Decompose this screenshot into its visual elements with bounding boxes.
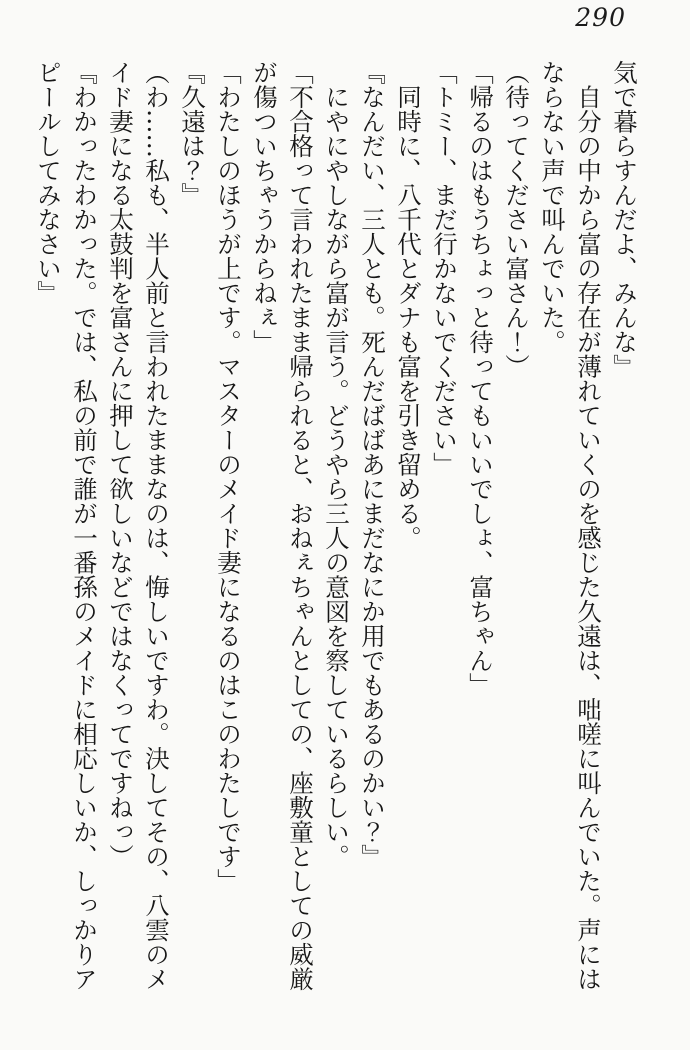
text-line: 「帰るのはもうちょっと待ってもいいでしょ、富ちゃん」 [466, 60, 495, 697]
text-line: 気で暮らすんだよ、みんな』 [610, 60, 639, 379]
text-line: 自分の中から富の存在が薄れていくのを感じた久遠は、咄嗟に叫んでいた。声には [574, 60, 603, 991]
text-line: 同時に、八千代とダナも富を引き留める。 [394, 60, 423, 550]
text-line: ならない声で叫んでいた。 [538, 60, 567, 354]
text-line: （わ……私も、半人前と言われたままなのは、悔しいですわ。決してその、八雲のメ [142, 60, 171, 991]
text-line: 『久遠は？』 [178, 60, 207, 207]
text-line: ピールしてみなさい』 [34, 60, 63, 305]
text-line: 「トミー、まだ行かないでください」 [430, 60, 459, 477]
text-block [30, 60, 642, 1010]
text-line: が傷ついちゃうからねぇ」 [250, 60, 279, 354]
text-line: イド妻になる太鼓判を富さんに押して欲しいなどではなくってですねっ） [106, 60, 135, 869]
text-line: 『なんだい、三人とも。死んだばばあにまだなにか用でもあるのかい？』 [358, 60, 387, 869]
text-line: 「不合格って言われたまま帰られると、おねぇちゃんとしての、座敷童としての威厳 [286, 60, 315, 991]
text-line: 『わかったわかった。では、私の前で誰が一番孫のメイドに相応しいか、しっかりア [70, 60, 99, 991]
text-line: （待ってください富さん！） [502, 60, 531, 379]
text-line: 「わたしのほうが上です。マスターのメイド妻になるのはこのわたしです」 [214, 60, 243, 893]
page-number: 290 [575, 3, 626, 32]
text-line: にやにやしながら富が言う。どうやら三人の意図を察しているらしい。 [322, 60, 351, 869]
